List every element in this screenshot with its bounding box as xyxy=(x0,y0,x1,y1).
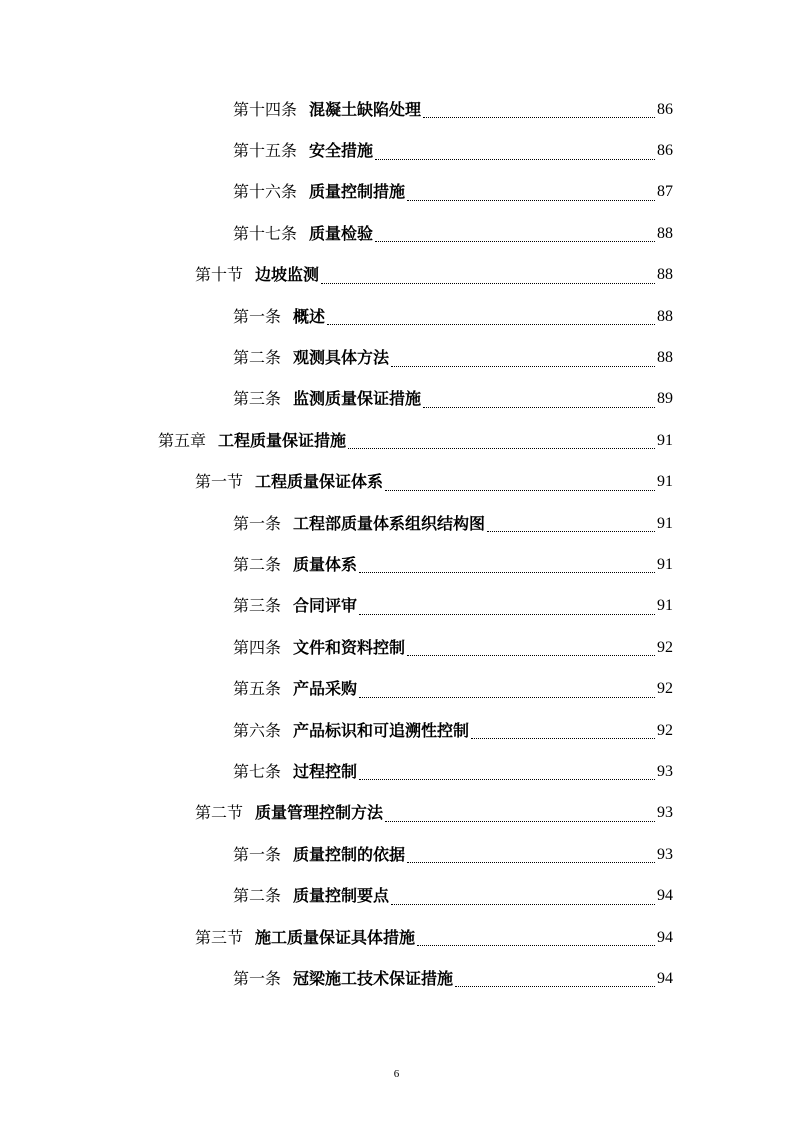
dot-leader xyxy=(359,558,655,573)
toc-entry-title: 质量管理控制方法 xyxy=(255,803,384,823)
toc-entry[interactable] xyxy=(0,834,793,875)
toc-entry[interactable] xyxy=(0,462,793,503)
toc-entry-title: 文件和资料控制 xyxy=(293,637,406,657)
toc-entry-number: 第一条 xyxy=(233,968,282,988)
toc-entry[interactable] xyxy=(0,710,793,751)
toc-entry-number: 第二条 xyxy=(233,554,282,574)
dot-leader xyxy=(359,600,655,615)
toc-entry[interactable] xyxy=(0,627,793,668)
toc-entry-title: 质量检验 xyxy=(309,223,374,243)
dot-leader xyxy=(487,517,655,532)
toc-entry[interactable] xyxy=(0,586,793,627)
toc-entry-page: 91 xyxy=(657,597,673,615)
toc-entry-number: 第一节 xyxy=(195,472,244,492)
toc-entry-page: 86 xyxy=(657,142,673,160)
toc-entry[interactable] xyxy=(0,130,793,171)
toc-entry-title: 监测质量保证措施 xyxy=(293,389,422,409)
toc-entry-page: 88 xyxy=(657,349,673,367)
toc-entry-title: 质量控制的依据 xyxy=(293,844,406,864)
toc-entry-title: 产品标识和可追溯性控制 xyxy=(293,720,470,740)
toc-entry-page: 92 xyxy=(657,680,673,698)
toc-entry-page: 94 xyxy=(657,969,673,987)
toc-entry-number: 第一条 xyxy=(233,306,282,326)
toc-entry[interactable] xyxy=(0,917,793,958)
dot-leader xyxy=(417,931,655,946)
dot-leader xyxy=(407,186,655,201)
dot-leader xyxy=(359,683,655,698)
dot-leader xyxy=(348,434,655,449)
toc-entry-page: 88 xyxy=(657,224,673,242)
dot-leader xyxy=(471,724,655,739)
dot-leader xyxy=(423,103,655,118)
toc-entry-number: 第三条 xyxy=(233,596,282,616)
toc-entry[interactable] xyxy=(0,544,793,585)
toc-entry[interactable] xyxy=(0,213,793,254)
toc-entry-page: 92 xyxy=(657,721,673,739)
toc-entry-number: 第十节 xyxy=(195,265,244,285)
toc-entry-title: 产品采购 xyxy=(293,679,358,699)
toc-entry-page: 91 xyxy=(657,473,673,491)
toc-entry-title: 工程质量保证体系 xyxy=(255,472,384,492)
toc-entry-title: 工程质量保证措施 xyxy=(218,430,347,450)
toc-entry-page: 94 xyxy=(657,887,673,905)
toc-entry-number: 第五章 xyxy=(158,430,207,450)
toc-entry-page: 91 xyxy=(657,431,673,449)
dot-leader xyxy=(407,848,655,863)
toc-entry[interactable] xyxy=(0,751,793,792)
toc-entry-page: 93 xyxy=(657,762,673,780)
toc-entry-page: 91 xyxy=(657,514,673,532)
toc-entry-page: 89 xyxy=(657,390,673,408)
toc-entry-title: 质量控制措施 xyxy=(309,182,406,202)
dot-leader xyxy=(391,890,655,905)
toc-entry-title: 质量体系 xyxy=(293,554,358,574)
toc-entry-title: 施工质量保证具体措施 xyxy=(255,927,416,947)
toc-entry-page: 92 xyxy=(657,638,673,656)
toc-entry[interactable] xyxy=(0,172,793,213)
toc-entry-number: 第一条 xyxy=(233,844,282,864)
toc-entry-number: 第十七条 xyxy=(233,223,298,243)
toc-entry-number: 第七条 xyxy=(233,761,282,781)
dot-leader xyxy=(455,972,655,987)
toc-entry-title: 冠梁施工技术保证措施 xyxy=(293,968,454,988)
dot-leader xyxy=(327,310,655,325)
dot-leader xyxy=(385,807,655,822)
toc-entry[interactable] xyxy=(0,793,793,834)
toc-entry[interactable] xyxy=(0,379,793,420)
toc-entry[interactable] xyxy=(0,420,793,461)
dot-leader xyxy=(391,352,655,367)
toc-entry-title: 概述 xyxy=(293,306,326,326)
table-of-contents xyxy=(0,89,793,1000)
toc-entry-number: 第三条 xyxy=(233,389,282,409)
toc-entry-title: 过程控制 xyxy=(293,761,358,781)
toc-entry[interactable] xyxy=(0,668,793,709)
toc-entry-page: 94 xyxy=(657,928,673,946)
dot-leader xyxy=(385,476,655,491)
toc-entry-title: 合同评审 xyxy=(293,596,358,616)
toc-entry-page: 88 xyxy=(657,266,673,284)
dot-leader xyxy=(375,227,655,242)
dot-leader xyxy=(321,269,655,284)
toc-entry[interactable] xyxy=(0,89,793,130)
toc-entry-title: 质量控制要点 xyxy=(293,886,390,906)
toc-entry[interactable] xyxy=(0,296,793,337)
toc-entry-number: 第五条 xyxy=(233,679,282,699)
toc-entry-title: 边坡监测 xyxy=(255,265,320,285)
toc-entry-number: 第十五条 xyxy=(233,141,298,161)
toc-entry-title: 工程部质量体系组织结构图 xyxy=(293,513,486,533)
toc-entry-number: 第四条 xyxy=(233,637,282,657)
toc-entry[interactable] xyxy=(0,255,793,296)
toc-entry-number: 第三节 xyxy=(195,927,244,947)
toc-entry[interactable] xyxy=(0,958,793,999)
dot-leader xyxy=(375,145,655,160)
dot-leader xyxy=(359,765,655,780)
toc-entry-number: 第一条 xyxy=(233,513,282,533)
toc-entry-title: 安全措施 xyxy=(309,141,374,161)
toc-entry-page: 86 xyxy=(657,100,673,118)
toc-entry-number: 第二条 xyxy=(233,886,282,906)
toc-entry-page: 93 xyxy=(657,804,673,822)
toc-entry-page: 93 xyxy=(657,845,673,863)
toc-entry-number: 第十四条 xyxy=(233,99,298,119)
toc-entry-page: 91 xyxy=(657,555,673,573)
toc-entry-title: 观测具体方法 xyxy=(293,348,390,368)
page-number: 6 xyxy=(393,1068,400,1080)
dot-leader xyxy=(423,393,655,408)
toc-entry-number: 第六条 xyxy=(233,720,282,740)
toc-entry-number: 第二节 xyxy=(195,803,244,823)
toc-entry-page: 88 xyxy=(657,307,673,325)
toc-entry[interactable] xyxy=(0,875,793,916)
toc-entry[interactable] xyxy=(0,337,793,378)
toc-entry-number: 第十六条 xyxy=(233,182,298,202)
toc-entry-number: 第二条 xyxy=(233,348,282,368)
toc-entry-title: 混凝土缺陷处理 xyxy=(309,99,422,119)
toc-entry[interactable] xyxy=(0,503,793,544)
dot-leader xyxy=(407,641,655,656)
toc-entry-page: 87 xyxy=(657,183,673,201)
